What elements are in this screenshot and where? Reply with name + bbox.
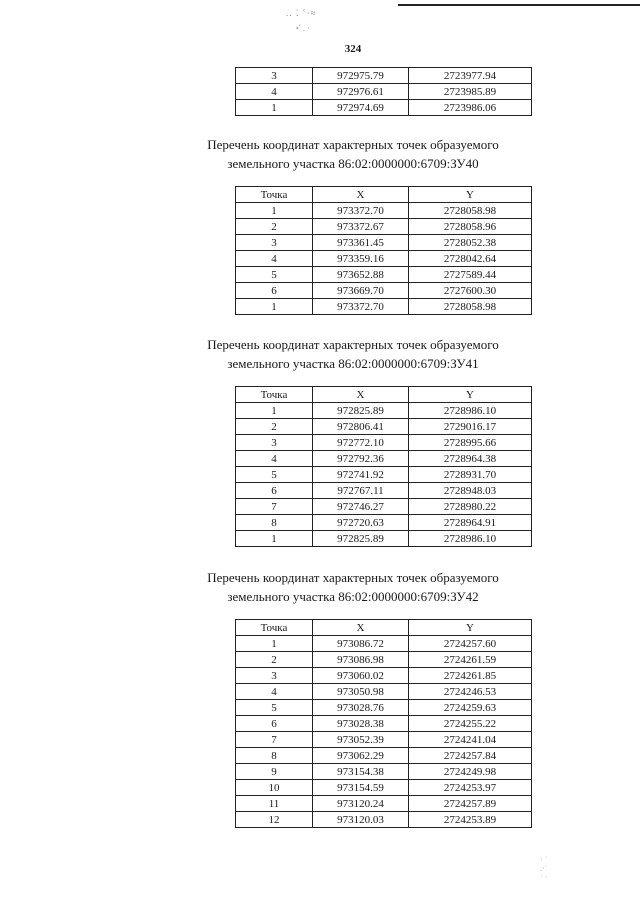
column-header-x: X — [313, 387, 409, 403]
coordinates-table-zu41 — [235, 386, 532, 547]
table-row — [236, 700, 532, 716]
cell-x: 972976.61 — [313, 84, 409, 100]
cell-point: 4 — [236, 251, 313, 267]
cell-x: 973060.02 — [313, 668, 409, 684]
cell-y: 2724261.85 — [409, 668, 532, 684]
caption-line-2: земельного участка 86:02:0000000:6709:ЗУ42 — [227, 589, 479, 604]
cell-point: 3 — [236, 235, 313, 251]
cell-x: 973359.16 — [313, 251, 409, 267]
cell-y: 2728042.64 — [409, 251, 532, 267]
table-row — [236, 499, 532, 515]
table-body — [236, 403, 532, 547]
table-row — [236, 684, 532, 700]
cell-y: 2723985.89 — [409, 84, 532, 100]
table-row — [236, 219, 532, 235]
table-row — [236, 531, 532, 547]
cell-y: 2728986.10 — [409, 403, 532, 419]
cell-x: 973361.45 — [313, 235, 409, 251]
scan-artifact: .. ⁚ ՙ·≈ — [286, 8, 317, 18]
caption-line-1: Перечень координат характерных точек образуемого — [207, 337, 499, 352]
cell-point: 6 — [236, 716, 313, 732]
cell-point: 3 — [236, 435, 313, 451]
cell-y: 2728980.22 — [409, 499, 532, 515]
table-row — [236, 780, 532, 796]
cell-point: 2 — [236, 219, 313, 235]
header-row — [236, 187, 532, 203]
cell-y: 2724257.60 — [409, 636, 532, 652]
cell-x: 972772.10 — [313, 435, 409, 451]
cell-y: 2727600.30 — [409, 283, 532, 299]
cell-y: 2728948.03 — [409, 483, 532, 499]
cell-point: 6 — [236, 483, 313, 499]
cell-x: 972806.41 — [313, 419, 409, 435]
cell-x: 972974.69 — [313, 100, 409, 116]
cell-y: 2728058.96 — [409, 219, 532, 235]
section-caption-zu42 — [172, 568, 534, 606]
cell-point: 5 — [236, 467, 313, 483]
cell-y: 2724246.53 — [409, 684, 532, 700]
coordinates-table-zu40 — [235, 186, 532, 315]
cell-x: 972746.27 — [313, 499, 409, 515]
table-row — [236, 467, 532, 483]
column-header-point: Точка — [236, 187, 313, 203]
cell-x: 973154.38 — [313, 764, 409, 780]
cell-point: 11 — [236, 796, 313, 812]
cell-y: 2728995.66 — [409, 435, 532, 451]
cell-x: 972792.36 — [313, 451, 409, 467]
cell-y: 2728986.10 — [409, 531, 532, 547]
table-row — [236, 812, 532, 828]
cell-point: 7 — [236, 499, 313, 515]
cell-x: 972720.63 — [313, 515, 409, 531]
cell-x: 973086.72 — [313, 636, 409, 652]
header-row — [236, 620, 532, 636]
table-row — [236, 203, 532, 219]
table-row — [236, 716, 532, 732]
table-row — [236, 748, 532, 764]
table-row — [236, 283, 532, 299]
section-caption-zu40 — [172, 135, 534, 173]
cell-y: 2724261.59 — [409, 652, 532, 668]
continuation-coordinates-table — [235, 67, 532, 116]
table-header — [236, 387, 532, 403]
column-header-point: Точка — [236, 387, 313, 403]
column-header-point: Точка — [236, 620, 313, 636]
caption-line-2: земельного участка 86:02:0000000:6709:ЗУ40 — [227, 156, 479, 171]
cell-point: 8 — [236, 748, 313, 764]
cell-x: 972767.11 — [313, 483, 409, 499]
column-header-y: Y — [409, 620, 532, 636]
cell-point: 6 — [236, 283, 313, 299]
cell-x: 973028.38 — [313, 716, 409, 732]
cell-y: 2728058.98 — [409, 203, 532, 219]
cell-y: 2724259.63 — [409, 700, 532, 716]
column-header-y: Y — [409, 387, 532, 403]
cell-y: 2723986.06 — [409, 100, 532, 116]
table-body — [236, 68, 532, 116]
cell-point: 3 — [236, 668, 313, 684]
cell-y: 2723977.94 — [409, 68, 532, 84]
cell-x: 973120.03 — [313, 812, 409, 828]
cell-y: 2724249.98 — [409, 764, 532, 780]
cell-y: 2724257.84 — [409, 748, 532, 764]
cell-point: 7 — [236, 732, 313, 748]
caption-line-2: земельного участка 86:02:0000000:6709:ЗУ41 — [227, 356, 479, 371]
cell-x: 972825.89 — [313, 403, 409, 419]
table-row — [236, 251, 532, 267]
cell-x: 973086.98 — [313, 652, 409, 668]
table-row — [236, 419, 532, 435]
cell-point: 2 — [236, 419, 313, 435]
cell-point: 2 — [236, 652, 313, 668]
cell-y: 2728931.70 — [409, 467, 532, 483]
table-row — [236, 267, 532, 283]
cell-point: 5 — [236, 267, 313, 283]
cell-y: 2728964.91 — [409, 515, 532, 531]
table-row — [236, 435, 532, 451]
cell-point: 3 — [236, 68, 313, 84]
table-row — [236, 235, 532, 251]
table-row — [236, 796, 532, 812]
cell-y: 2724253.97 — [409, 780, 532, 796]
page-number: 324 — [344, 43, 362, 55]
top-edge-rule — [398, 4, 640, 6]
cell-point: 4 — [236, 84, 313, 100]
cell-point: 1 — [236, 531, 313, 547]
scan-artifact: •՛ ․ · — [296, 24, 310, 33]
cell-x: 973120.24 — [313, 796, 409, 812]
cell-point: 12 — [236, 812, 313, 828]
cell-point: 1 — [236, 100, 313, 116]
cell-x: 973062.29 — [313, 748, 409, 764]
table-row — [236, 100, 532, 116]
cell-x: 972975.79 — [313, 68, 409, 84]
cell-y: 2724257.89 — [409, 796, 532, 812]
cell-point: 5 — [236, 700, 313, 716]
column-header-x: X — [313, 187, 409, 203]
cell-point: 8 — [236, 515, 313, 531]
table-row — [236, 515, 532, 531]
coordinates-table-zu42 — [235, 619, 532, 828]
cell-point: 1 — [236, 636, 313, 652]
cell-x: 973372.67 — [313, 219, 409, 235]
cell-x: 973050.98 — [313, 684, 409, 700]
header-row — [236, 387, 532, 403]
cell-x: 973372.70 — [313, 203, 409, 219]
table-row — [236, 652, 532, 668]
table-row — [236, 68, 532, 84]
table-body — [236, 636, 532, 828]
cell-x: 972741.92 — [313, 467, 409, 483]
cell-y: 2727589.44 — [409, 267, 532, 283]
cell-point: 4 — [236, 451, 313, 467]
table-body — [236, 203, 532, 315]
cell-x: 972825.89 — [313, 531, 409, 547]
table-header — [236, 187, 532, 203]
caption-line-1: Перечень координат характерных точек образуемого — [207, 137, 499, 152]
cell-point: 9 — [236, 764, 313, 780]
table-row — [236, 668, 532, 684]
cell-y: 2724255.22 — [409, 716, 532, 732]
cell-point: 1 — [236, 299, 313, 315]
cell-x: 973052.39 — [313, 732, 409, 748]
cell-point: 1 — [236, 403, 313, 419]
table-row — [236, 451, 532, 467]
cell-x: 973372.70 — [313, 299, 409, 315]
table-row — [236, 403, 532, 419]
column-header-y: Y — [409, 187, 532, 203]
table-row — [236, 764, 532, 780]
cell-x: 973154.59 — [313, 780, 409, 796]
cell-y: 2724253.89 — [409, 812, 532, 828]
cell-y: 2728052.38 — [409, 235, 532, 251]
cell-x: 973652.88 — [313, 267, 409, 283]
table-row — [236, 732, 532, 748]
cell-y: 2729016.17 — [409, 419, 532, 435]
cell-x: 973028.76 — [313, 700, 409, 716]
table-row — [236, 84, 532, 100]
scan-artifact: · ˙ .·˙ ˙ · — [540, 855, 548, 882]
cell-y: 2728058.98 — [409, 299, 532, 315]
cell-y: 2724241.04 — [409, 732, 532, 748]
caption-line-1: Перечень координат характерных точек образуемого — [207, 570, 499, 585]
column-header-x: X — [313, 620, 409, 636]
table-row — [236, 483, 532, 499]
table-row — [236, 299, 532, 315]
cell-point: 4 — [236, 684, 313, 700]
cell-x: 973669.70 — [313, 283, 409, 299]
cell-y: 2728964.38 — [409, 451, 532, 467]
cell-point: 1 — [236, 203, 313, 219]
section-caption-zu41 — [172, 335, 534, 373]
table-header — [236, 620, 532, 636]
cell-point: 10 — [236, 780, 313, 796]
table-row — [236, 636, 532, 652]
